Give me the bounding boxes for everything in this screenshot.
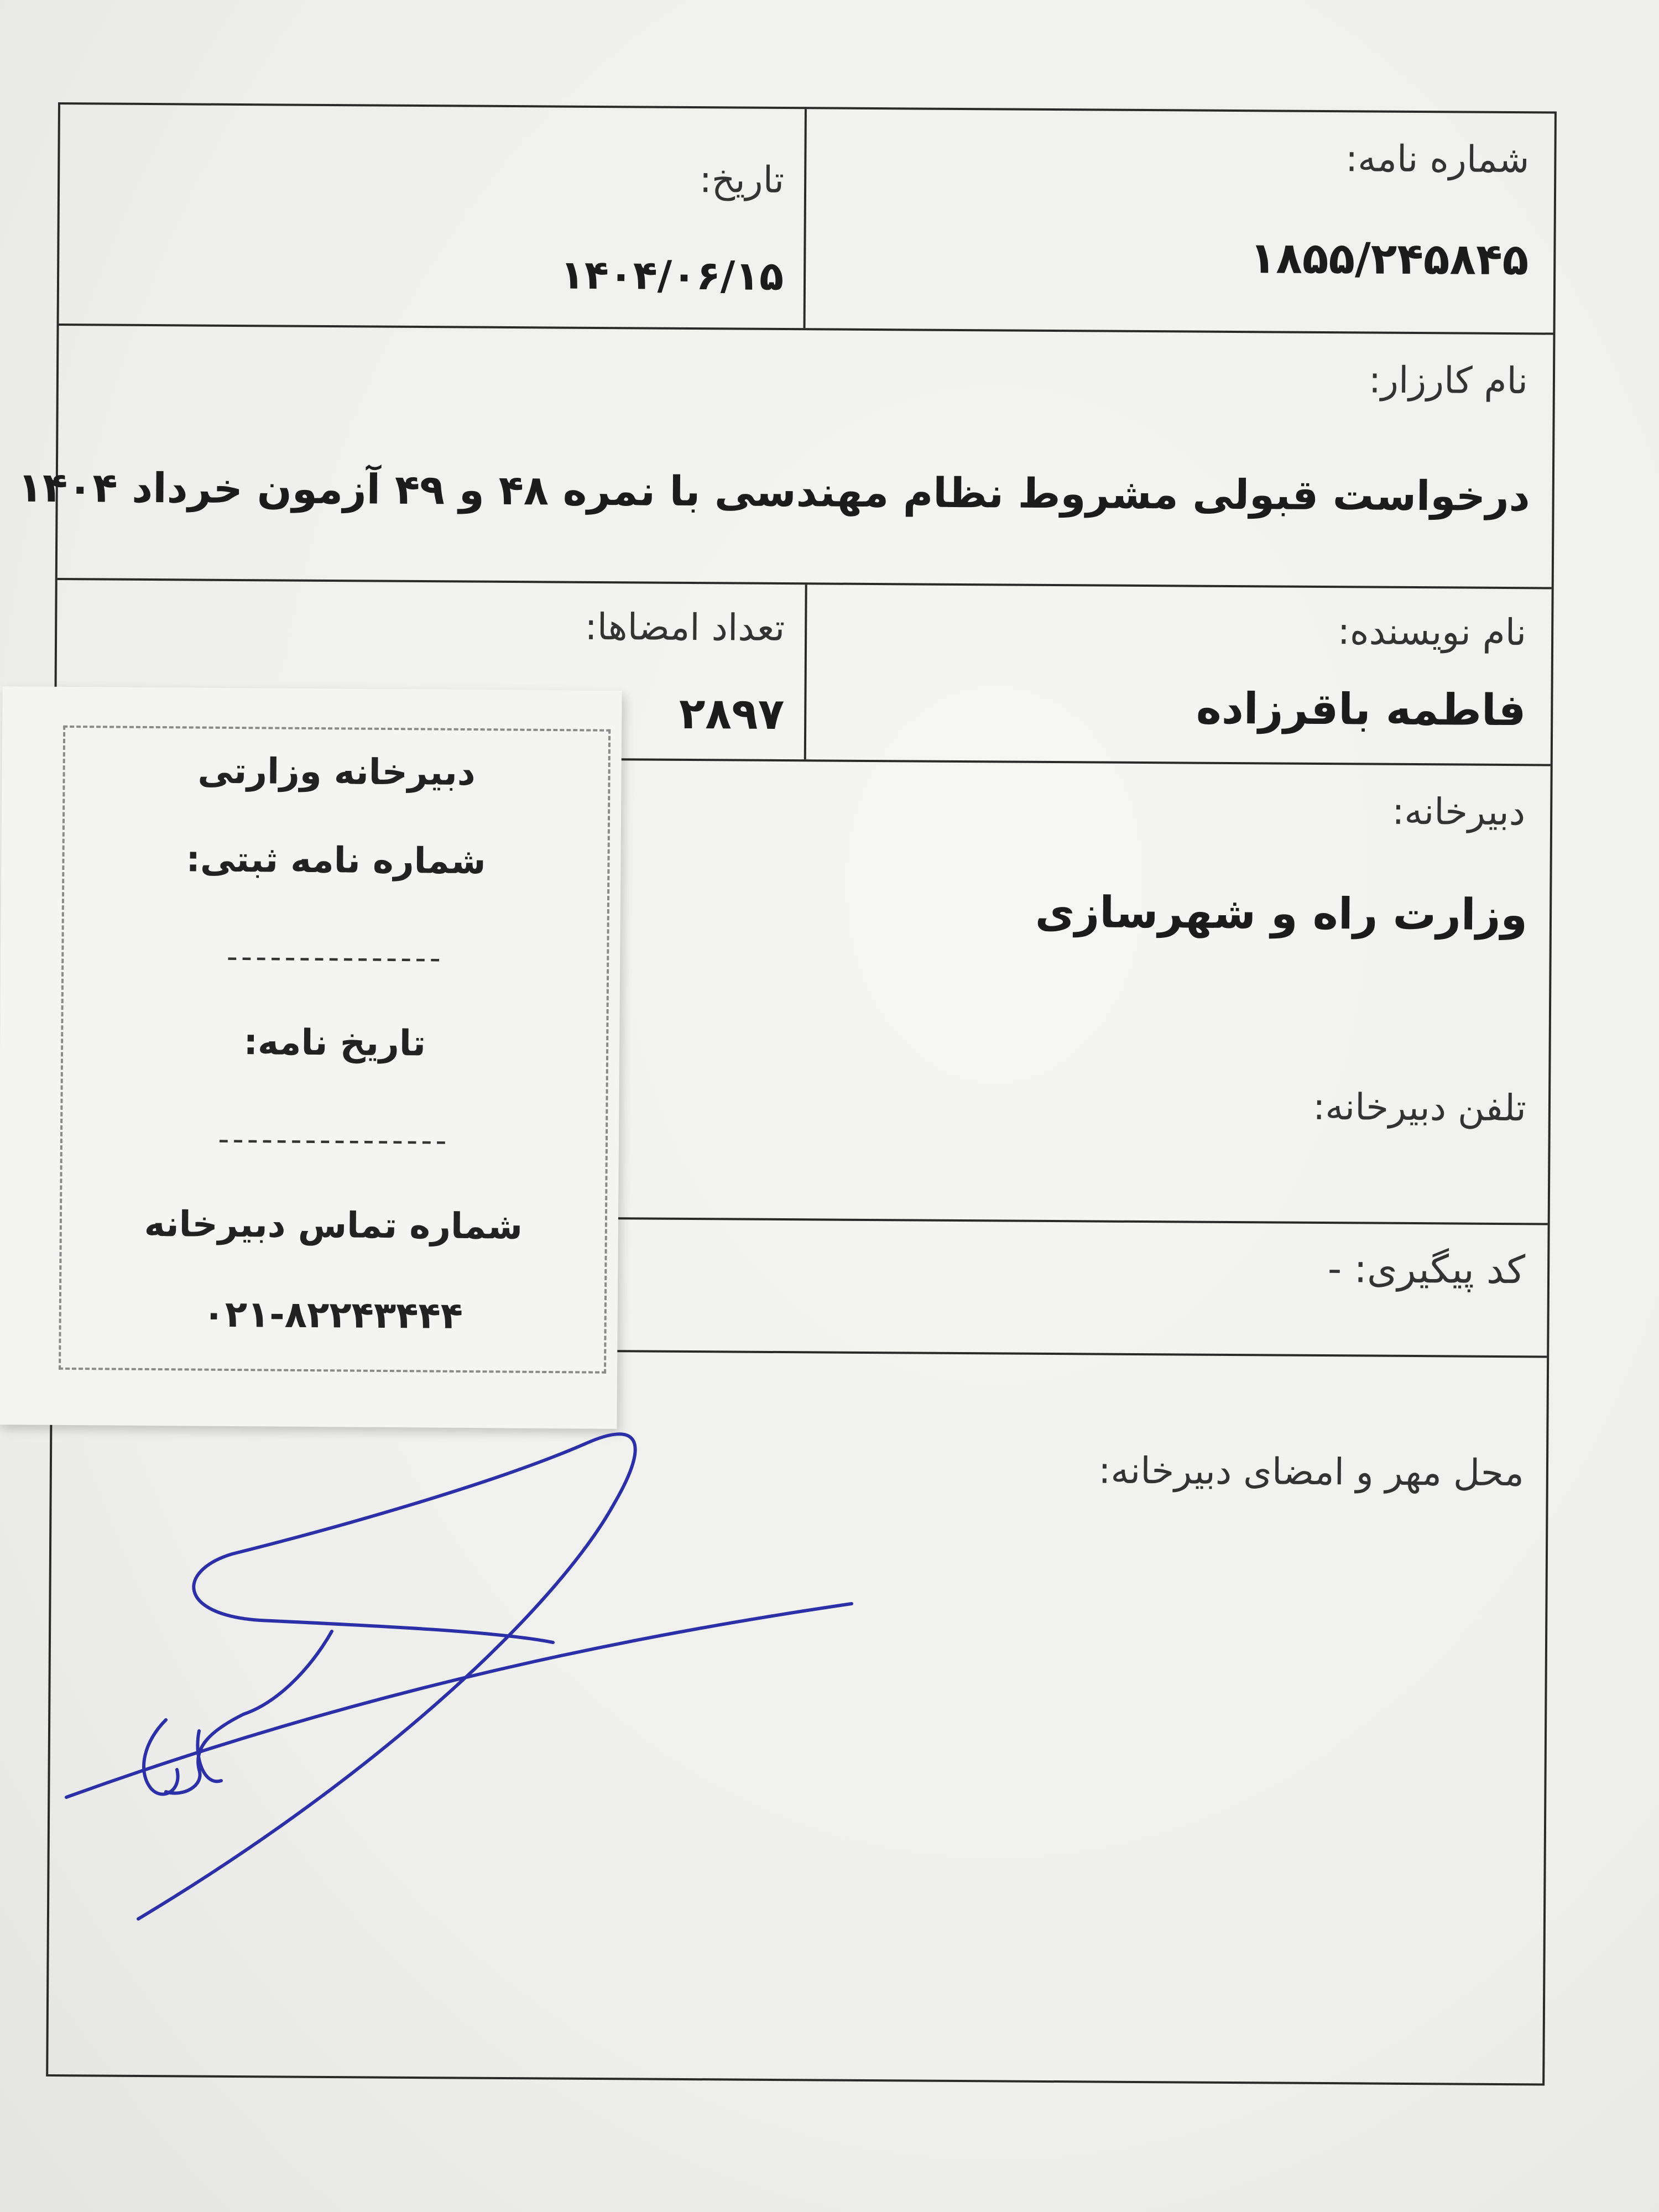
author-label: نام نویسنده:: [1337, 610, 1527, 654]
sticker-letter-date-label: تاریخ نامه:: [243, 1022, 426, 1065]
row-case-name: [17, 326, 1553, 589]
cell-case-name: [17, 326, 1553, 587]
date-label: تاریخ:: [699, 158, 785, 202]
secretariat-label: دبیرخانه:: [1391, 790, 1526, 834]
sticker-frame: [59, 726, 611, 1374]
sticker-contact-label: شماره تماس دبیرخانه: [144, 1203, 523, 1248]
sticker-dashes-1: ---------------: [226, 938, 445, 977]
secretariat-phone-label: تلفن دبیرخانه:: [1312, 1085, 1527, 1130]
stamp-area-label: محل مهر و امضای دبیرخانه:: [1098, 1449, 1525, 1495]
secretariat-value: وزارت راه و شهرسازی: [1035, 887, 1528, 941]
cell-author: [804, 585, 1552, 764]
row-stamp-area: [48, 1349, 1547, 2085]
sticker-title: دبیرخانه وزارتی: [197, 750, 476, 794]
case-name-label: نام کارزار:: [1368, 358, 1528, 403]
sticker-dashes-2: ----------------: [218, 1121, 450, 1159]
date-value: ۱۴۰۴/۰۶/۱۵: [560, 251, 784, 300]
row-letter-info: [59, 105, 1554, 335]
case-name-value: درخواست قبولی مشروط نظام مهندسی با نمره ۴۸ و ۴۹ آزمون خرداد ۱۴۰۴: [17, 463, 1530, 521]
tracking-code-label: کد پیگیری: -: [1327, 1246, 1526, 1293]
cell-date: [59, 105, 807, 328]
sticker-reg-number-label: شماره نامه ثبتی:: [186, 839, 486, 883]
letter-number-label: شماره نامه:: [1345, 137, 1530, 181]
author-value: فاطمه باقرزاده: [1196, 684, 1526, 736]
secretariat-sticker: [0, 686, 622, 1429]
sticker-contact-value: ۰۲۱-۸۲۲۴۳۴۴۴: [202, 1292, 463, 1337]
signatures-count-label: تعداد امضاها:: [585, 605, 785, 650]
letter-number-value: ۱۸۵۵/۲۴۵۸۴۵: [1249, 233, 1529, 285]
cell-stamp-area: [48, 1349, 1547, 2085]
signatures-count-value: ۲۸۹۷: [679, 688, 785, 740]
cell-letter-number: [804, 109, 1554, 332]
